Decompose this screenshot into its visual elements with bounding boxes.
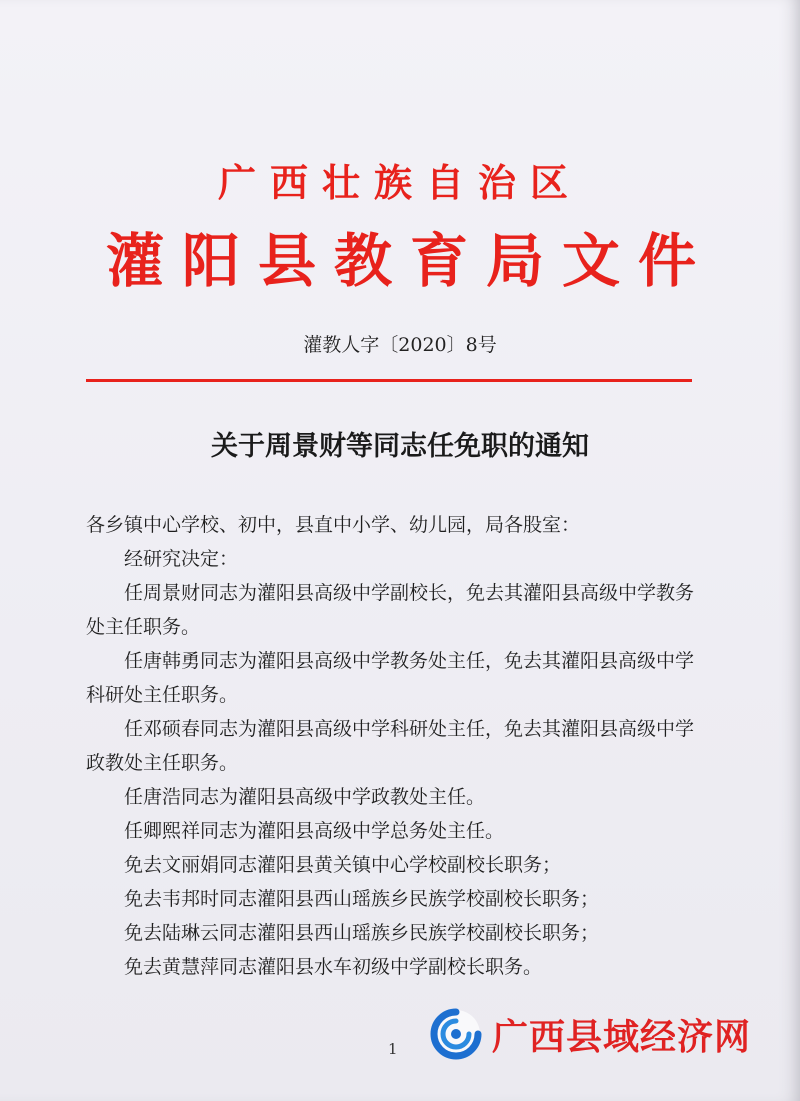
header-region: 广西壮族自治区: [217, 160, 582, 205]
swirl-logo-icon: [430, 1008, 482, 1060]
watermark-text: 广西县域经济网: [492, 1016, 752, 1058]
paragraph: 任卿熙祥同志为灌阳县高级中学总务处主任。: [124, 820, 505, 842]
notice-body: [86, 508, 698, 984]
notice-title: 关于周景财等同志任免职的通知: [211, 431, 589, 462]
paragraph: 免去韦邦时同志灌阳县西山瑶族乡民族学校副校长职务；: [124, 888, 600, 910]
paragraph: 免去陆琳云同志灌阳县西山瑶族乡民族学校副校长职务；: [124, 922, 600, 944]
paragraph: 免去黄慧萍同志灌阳县水车初级中学副校长职务。: [124, 956, 543, 978]
paragraph: 任周景财同志为灌阳县高级中学副校长，免去其灌阳县高级中学教务处主任职务。: [86, 582, 695, 638]
red-divider: [86, 379, 692, 382]
header-issuer: 灌阳县教育局文件: [105, 227, 714, 295]
document-number: 灌教人字〔2020〕8号: [303, 334, 497, 356]
site-watermark: [430, 1006, 751, 1062]
paragraph: 免去文丽娟同志灌阳县黄关镇中心学校副校长职务；: [124, 854, 562, 876]
paragraph: 任唐浩同志为灌阳县高级中学政教处主任。: [124, 786, 486, 808]
paragraph: 任邓硕春同志为灌阳县高级中学科研处主任，免去其灌阳县高级中学政教处主任职务。: [86, 718, 695, 774]
paragraph: 经研究决定：: [124, 548, 239, 570]
page-number: 1: [388, 1040, 398, 1058]
salutation: 各乡镇中心学校、初中，县直中小学、幼儿园，局各股室：: [86, 514, 581, 536]
paragraph: 任唐韩勇同志为灌阳县高级中学教务处主任，免去其灌阳县高级中学科研处主任职务。: [86, 650, 695, 706]
